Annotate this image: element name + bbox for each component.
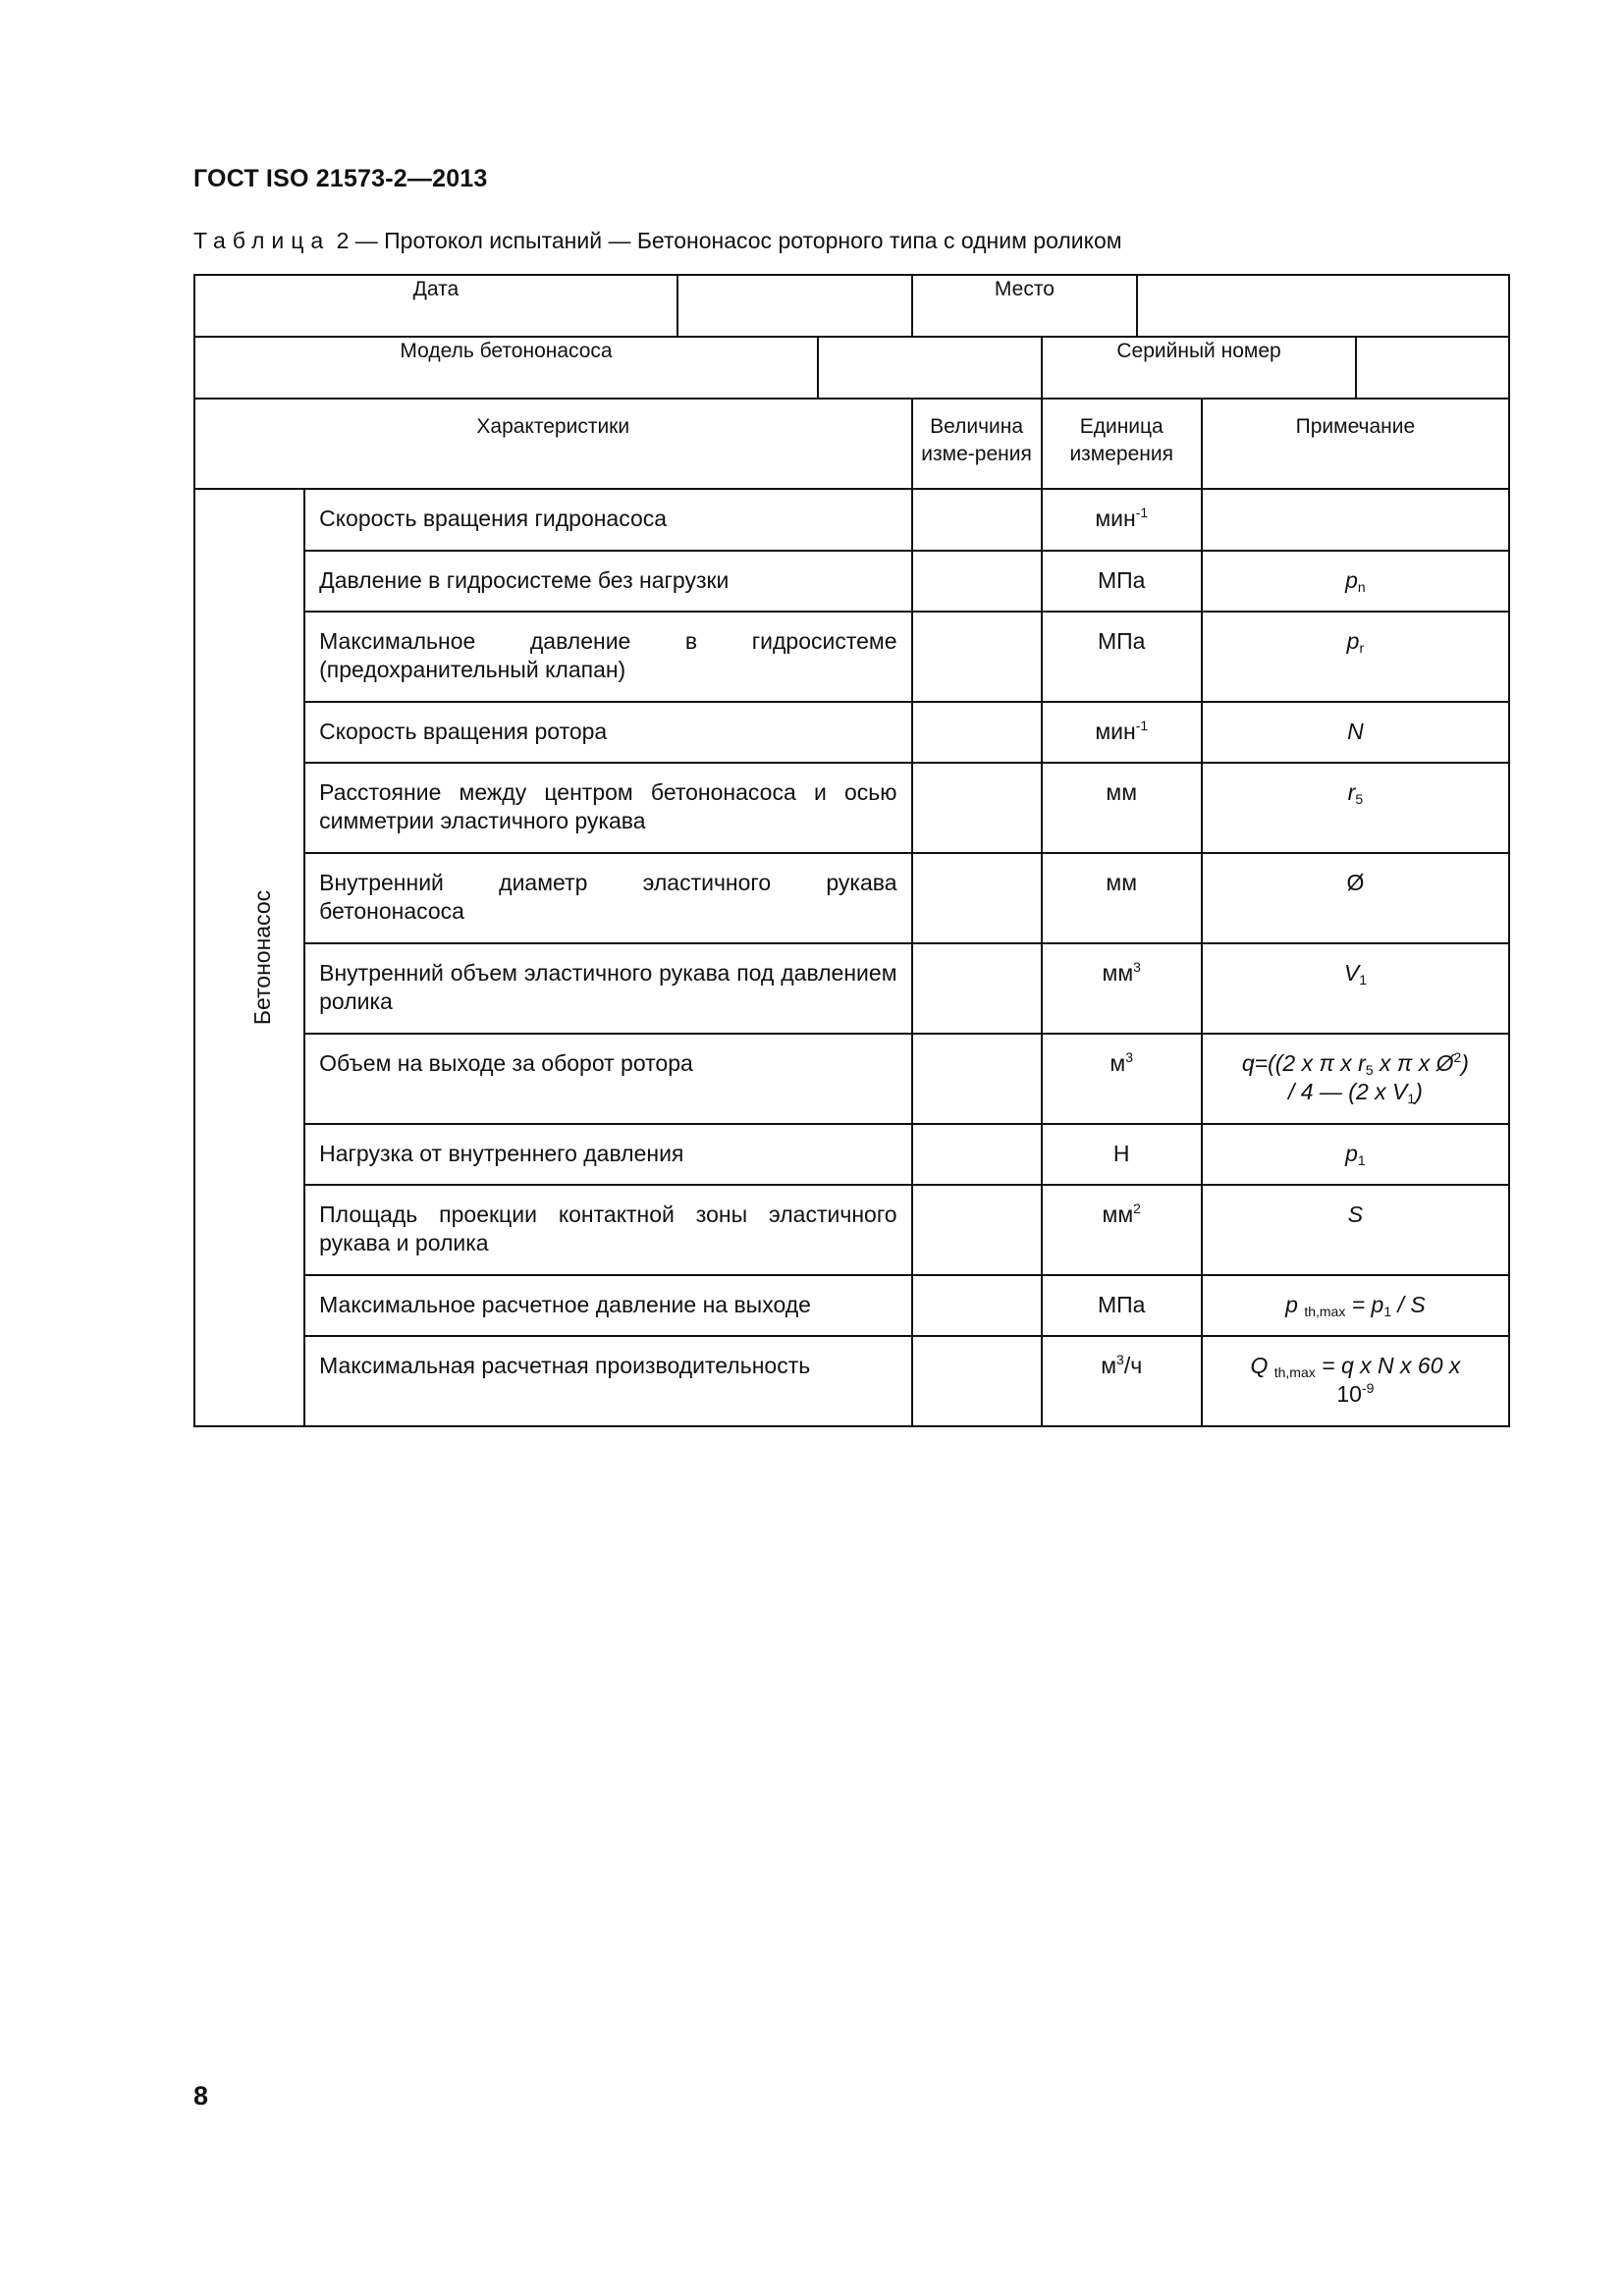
table-caption [193,228,1122,254]
unit-cell: МПа [1042,612,1202,702]
table-row [194,1336,1509,1426]
characteristic-cell: Скорость вращения ротора [304,702,911,763]
measured-value-cell [912,1034,1042,1124]
caption-label: Таблица [193,228,331,253]
measured-value-cell [912,763,1042,853]
table-row [194,853,1509,943]
unit-cell: $мм^3$ [1042,943,1202,1034]
unit-cell: $мм^2$ [1042,1185,1202,1275]
characteristic-cell: Давление в гидросистеме без нагрузки [304,551,911,612]
unit-cell: МПа [1042,1275,1202,1336]
model-value-cell [818,337,1042,399]
test-protocol-table [193,274,1510,1427]
serial-value-cell [1356,337,1509,399]
table-row [194,763,1509,853]
page-number: 8 [193,2081,209,2110]
table-row [194,943,1509,1034]
note-cell: $r_5$ [1202,763,1509,853]
note-cell: $p_n$ [1202,551,1509,612]
unit-cell: мин$^{-1}$ [1042,489,1202,551]
date-value-cell [677,275,912,337]
measured-value-cell [912,1185,1042,1275]
table-row [194,1034,1509,1124]
place-label: Место [994,278,1055,300]
note-cell: p $_{th,max} = p_1 / S$ [1202,1275,1509,1336]
measured-value-cell [912,1275,1042,1336]
table-row [194,1185,1509,1275]
place-label-cell [912,275,1138,337]
note-cell: $p_1$ [1202,1124,1509,1185]
note-cell: Ø [1202,853,1509,943]
unit-cell: мм [1042,763,1202,853]
group-label-cell [194,489,304,1426]
note-cell: $p_r$ [1202,612,1509,702]
characteristic-cell: Внутренний диаметр эластичного рукава бетононасоса [304,853,911,943]
unit-cell: Н [1042,1124,1202,1185]
note-cell: Q $_{th,max}$ = q x N x 60 x $10^{-9}$ [1202,1336,1509,1426]
column-header-note: Примечание [1202,399,1509,489]
unit-cell: мм [1042,853,1202,943]
model-label: Модель бетононасоса [400,340,613,362]
unit-cell: $м^3/ч$ [1042,1336,1202,1426]
measured-value-cell [912,853,1042,943]
serial-label-cell [1042,337,1357,399]
note-cell: $V_1$ [1202,943,1509,1034]
table-row [194,551,1509,612]
note-cell [1202,489,1509,551]
characteristic-cell: Расстояние между центром бетононасоса и осью симметрии эластичного рукава [304,763,911,853]
characteristic-cell: Нагрузка от внутреннего давления [304,1124,911,1185]
table-row [194,1124,1509,1185]
unit-cell: МПа [1042,551,1202,612]
characteristic-cell: Максимальное давление в гидросистеме (предохранительный клапан) [304,612,911,702]
measured-value-cell [912,1124,1042,1185]
measured-value-cell [912,489,1042,551]
characteristic-cell: Внутренний объем эластичного рукава под давлением ролика [304,943,911,1034]
note-cell: q=((2 x π x $r_5$ x π x $Ø^2$) / 4 — (2 x $V_1$) [1202,1034,1509,1124]
caption-number: 2 [336,228,350,253]
note-cell: S [1202,1185,1509,1275]
note-cell: N [1202,702,1509,763]
unit-cell: мин$^{-1}$ [1042,702,1202,763]
model-label-cell [194,337,818,399]
column-header-unit: Единица измерения [1042,399,1202,489]
date-label: Дата [412,278,460,300]
measured-value-cell [912,551,1042,612]
characteristic-cell: Максимальная расчетная производительность [304,1336,911,1426]
date-label-cell [194,275,677,337]
place-value-cell [1137,275,1509,337]
table-row [194,1275,1509,1336]
measured-value-cell [912,612,1042,702]
table-row [194,612,1509,702]
characteristic-cell: Площадь проекции контактной зоны эластичного рукава и ролика [304,1185,911,1275]
serial-label: Серийный номер [1116,340,1281,362]
unit-cell: $м^3$ [1042,1034,1202,1124]
group-label: Бетононасос [249,889,276,1026]
table-row [194,489,1509,551]
document-header: ГОСТ ISO 21573-2—2013 [193,165,488,192]
characteristic-cell: Объем на выходе за оборот ротора [304,1034,911,1124]
column-header-measured-value: Величина изме-рения [912,399,1042,489]
measured-value-cell [912,943,1042,1034]
characteristic-cell: Максимальное расчетное давление на выходе [304,1275,911,1336]
caption-title: — Протокол испытаний — Бетононасос роторного типа с одним роликом [354,228,1122,253]
characteristic-cell: Скорость вращения гидронасоса [304,489,911,551]
table-row [194,702,1509,763]
measured-value-cell [912,702,1042,763]
column-header-characteristics: Характеристики [194,399,912,489]
measured-value-cell [912,1336,1042,1426]
